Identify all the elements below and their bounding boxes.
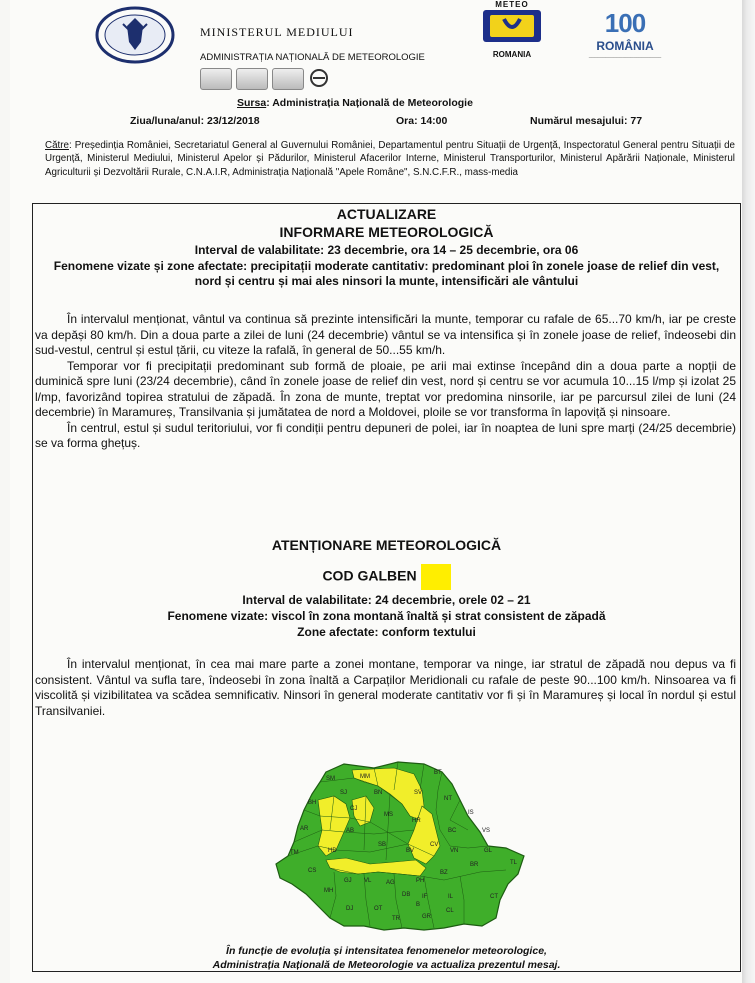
- source-value: : Administrația Națională de Meteorologie: [266, 97, 473, 109]
- footer-line-2: Administrația Națională de Meteorologie va actualiza prezentul mesaj.: [212, 959, 561, 971]
- info-paragraph-2: Temporar vor fi precipitații predominant sub formă de ploaie, pe arii mai extinse începând din a doua parte a nopții de duminică spre luni (23/24 decembrie), când în zonele joase de relief din vest, nord și centru se vor acumula 10...15 l/mp și izolat 25 l/mp, favorizând topirea stratului de zăpadă. În zona de munte, treptat vor predomina ninsorile, iar pe parcursul zilei de luni (24 decembrie) în Maramureș, Transilvania și jumătatea de nord a Moldovei, ploile se vor transforma în lapoviță și ninsoare.: [35, 358, 736, 419]
- info-paragraph-1: În intervalul menționat, vântul va continua să prezinte intensificări la munte, temporar cu rafale de 65...70 km/h, iar pe creste va depăși 80 km/h. Din a doua parte a zilei de luni (24 decembrie) vântul se va intensifica și în zonele joase de relief, îndeosebi din sud-vestul, centrul și estul țării, cu viteze la rafală, în general de 50...55 km/h.: [35, 312, 736, 357]
- warning-title: ATENȚIONARE METEOROLOGICĂ: [271, 537, 502, 553]
- county-label-br: BR: [470, 862, 479, 868]
- county-label-tl: TL: [510, 860, 518, 866]
- sgs-badge-icon: [272, 68, 304, 90]
- update-title: ACTUALIZARE: [336, 206, 437, 222]
- county-label-sb: SB: [378, 842, 387, 848]
- county-label-bn: BN: [374, 790, 383, 796]
- county-label-cj: CJ: [350, 806, 358, 812]
- recipients-label: Către: [45, 140, 69, 151]
- county-label-cl: CL: [446, 908, 454, 914]
- time-field: Ora: 14:00: [396, 115, 448, 127]
- county-label-il: IL: [448, 894, 454, 900]
- message-number-field: Numărul mesajului: 77: [530, 115, 643, 127]
- agency-name: ADMINISTRAȚIA NAȚIONALĂ DE METEOROLOGIE: [200, 52, 425, 63]
- county-label-b: B: [416, 902, 421, 908]
- romania-warning-map: [274, 760, 529, 932]
- county-label-bv: BV: [406, 848, 415, 854]
- centenary-number: 100: [604, 8, 646, 38]
- source-label: Sursa: [237, 97, 267, 109]
- county-label-bt: BT: [434, 770, 442, 776]
- recipients-block: [45, 139, 735, 179]
- sgs-badge-icon: [236, 68, 268, 90]
- centenary-underline: __________________________: [588, 53, 662, 59]
- county-label-vs: VS: [482, 828, 491, 834]
- county-label-ar: AR: [300, 826, 309, 832]
- county-label-vn: VN: [450, 848, 459, 854]
- county-label-vl: VL: [364, 878, 372, 884]
- county-label-gr: GR: [422, 914, 431, 920]
- centenary-text: ROMÂNIA: [596, 39, 654, 53]
- warning-code: COD GALBEN: [322, 567, 417, 584]
- warning-zones: Zone afectate: conform textului: [297, 625, 476, 639]
- county-label-nt: NT: [444, 796, 452, 802]
- county-label-ag: AG: [386, 880, 395, 886]
- county-label-gj: GJ: [344, 878, 352, 884]
- page-edge-shadow: [742, 0, 755, 983]
- circle-logo-icon: [308, 68, 330, 88]
- county-label-ct: CT: [490, 894, 498, 900]
- meteo-logo-top-text: METEO: [495, 0, 529, 9]
- recipients-text: : Președinția României, Secretariatul General al Guvernului României, Departamentul pentru Situații de Urgență, Inspectoratul General pentru Situații de Urgență, Ministerul Mediului, Ministerul Apelor și Pădurilor, Ministerul Afacerilor Interne, Ministerul Transporturilor, Ministerul Apărării Naționale, Ministerul Agriculturii și Dezvoltării Rurale, C.N.A.I.R, Administrația Națională "Apele Române", S.N.C.F.R., mass-media: [45, 140, 735, 178]
- warning-phenomena: Fenomene vizate: viscol în zona montană înaltă și strat consistent de zăpadă: [167, 609, 606, 623]
- warning-interval: Interval de valabilitate: 24 decembrie, orele 02 – 21: [242, 593, 531, 607]
- county-label-hd: HD: [328, 848, 337, 854]
- meteo-romania-logo: [472, 0, 552, 62]
- county-label-db: DB: [402, 892, 411, 898]
- yellow-code-swatch: [421, 564, 451, 590]
- info-paragraphs: [35, 312, 736, 452]
- county-label-gl: GL: [484, 848, 493, 854]
- meteo-logo-bottom-text: ROMANIA: [492, 50, 532, 59]
- romania-centenary-logo: [575, 8, 675, 68]
- county-label-bh: BH: [308, 800, 317, 806]
- info-title: INFORMARE METEOROLOGICĂ: [279, 224, 494, 240]
- county-label-ab: AB: [346, 828, 355, 834]
- county-label-sv: SV: [414, 790, 423, 796]
- ministry-name: MINISTERUL MEDIULUI: [200, 25, 354, 39]
- county-label-sj: SJ: [340, 790, 348, 796]
- county-label-cv: CV: [430, 842, 439, 848]
- government-seal-icon: [95, 6, 175, 64]
- county-label-hr: HR: [412, 818, 421, 824]
- sgs-badge-icon: [200, 68, 232, 90]
- county-label-mh: MH: [324, 888, 334, 894]
- source-line: [237, 97, 473, 109]
- county-label-ot: OT: [374, 906, 383, 912]
- warning-code-row: [33, 564, 740, 590]
- county-label-tm: TM: [290, 850, 299, 856]
- info-phenomena: Fenomene vizate și zone afectate: precipitații moderate cantitativ: predominant ploi în zonele joase de relief din vest, nord și centru și mai ales ninsori la munte, intensificări ale vântului: [53, 259, 720, 288]
- county-label-ms: MS: [384, 812, 393, 818]
- county-label-tr: TR: [392, 916, 400, 922]
- county-label-is: IS: [468, 810, 474, 816]
- date-field: Ziua/luna/anul: 23/12/2018: [130, 115, 260, 127]
- county-label-bc: BC: [448, 828, 457, 834]
- meteo-sun-icon: [482, 9, 542, 43]
- county-label-ph: PH: [416, 878, 425, 884]
- county-label-cs: CS: [308, 868, 317, 874]
- footer-line-1: În funcție de evoluția și intensitatea fenomenelor meteorologice,: [226, 945, 547, 957]
- county-label-mm: MM: [360, 774, 370, 780]
- info-paragraph-3: În centrul, estul și sudul teritoriului, vor fi condiții pentru depuneri de polei, iar în noaptea de luni spre marți (24/25 decembrie) se va forma ghețuș.: [35, 420, 736, 450]
- county-label-if: IF: [422, 894, 428, 900]
- county-label-bz: BZ: [440, 870, 448, 876]
- county-label-sm: SM: [326, 776, 335, 782]
- info-interval: Interval de valabilitate: 23 decembrie, ora 14 – 25 decembrie, ora 06: [194, 243, 579, 257]
- certification-badges: [200, 68, 330, 90]
- warning-paragraphs: [35, 657, 736, 719]
- warning-paragraph-1: În intervalul menționat, în cea mai mare parte a zonei montane, temporar va ninge, iar stratul de zăpadă nou depus va fi consistent. Vântul va sufla tare, îndeosebi în zona înaltă a Carpaților Meridionali cu rafale de peste 90...100 km/h. Ninsoarea va fi viscolită și vizibilitatea va scădea semnificativ. Ninsori în general moderate cantitativ vor fi și în Maramureș și local în nordul și estul Transilvaniei.: [35, 657, 736, 718]
- county-label-dj: DJ: [346, 906, 354, 912]
